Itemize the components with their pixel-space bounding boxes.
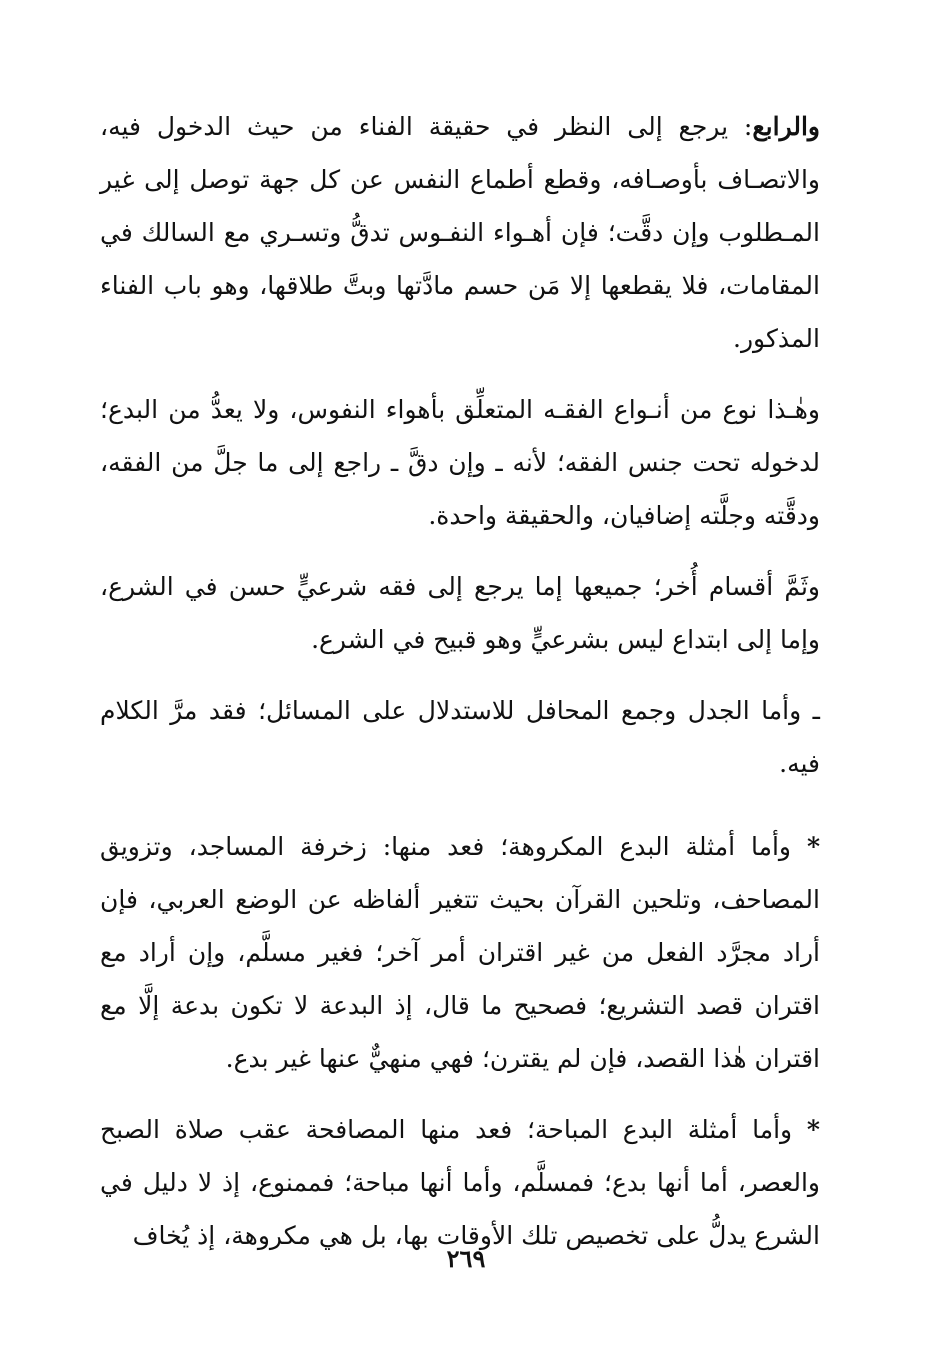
paragraph-text: وثَمَّ أقسام أُخر؛ جميعها إما يرجع إلى فقه شرعيٍّ حسن في الشرع، وإما إلى ابتداع ليس بشرعيٍّ وهو قبيح في الشرع. bbox=[100, 572, 820, 654]
paragraph-text: ـ وأما الجدل وجمع المحافل للاستدلال على المسائل؛ فقد مرَّ الكلام فيه. bbox=[100, 696, 820, 778]
paragraph-debate bbox=[100, 684, 820, 790]
paragraph-text: وأما أمثلة البدع المباحة؛ فعد منها المصافحة عقب صلاة الصبح والعصر، أما أنها بدع؛ فمسلَّم، وأما أنها مباحة؛ فممنوع، إذ لا دليل في الشرع يدلُّ على تخصيص تلك الأوقات بها، بل هي مكروهة، إذ يُخاف bbox=[100, 1115, 820, 1250]
paragraph-fiqh-type bbox=[100, 383, 820, 542]
paragraph-permissible-innovations bbox=[100, 1103, 820, 1262]
asterisk-marker: * bbox=[806, 832, 821, 861]
paragraph-lead-word: والرابع bbox=[752, 112, 820, 141]
asterisk-marker: * bbox=[806, 1115, 820, 1144]
paragraph-other-sections bbox=[100, 560, 820, 666]
paragraph-text: وهٰـذا نوع من أنـواع الفقـه المتعلِّق بأهواء النفوس، ولا يعدُّ من البدع؛ لدخوله تحت جنس الفقه؛ لأنه ـ وإن دقَّ ـ راجع إلى ما جلَّ من الفقه، ودقَّته وجلَّته إضافيان، والحقيقة واحدة. bbox=[100, 395, 820, 530]
paragraph-disliked-innovations bbox=[100, 820, 820, 1085]
paragraph-text: : يرجع إلى النظر في حقيقة الفناء من حيث الدخول فيه، والاتصـاف بأوصـافه، وقطع أطماع النفس عن كل جهة توصل إلى غير المـطلوب وإن دقَّت؛ فإن أهـواء النفـوس تدقُّ وتسـري مع السالك في المقامات، فلا يقطعها إلا مَن حسم مادَّتها وبتَّ طلاقها، وهو باب الفناء المذكور. bbox=[100, 112, 820, 353]
page-number: ٢٦٩ bbox=[446, 1244, 486, 1273]
paragraph-text: وأما أمثلة البدع المكروهة؛ فعد منها: زخرفة المساجد، وتزويق المصاحف، وتلحين القرآن بحيث تتغير ألفاظه عن الوضع العربي، فإن أراد مجرَّد الفعل من غير اقتران أمر آخر؛ فغير مسلَّم، وإن أراد مع اقتران قصد التشريع؛ فصحيح ما قال، إذ البدعة لا تكون بدعة إلَّا مع اقتران هٰذا القصد، فإن لم يقترن؛ فهي منهيٌّ عنها غير بدع. bbox=[100, 832, 820, 1073]
paragraph-fourth bbox=[100, 100, 820, 365]
body-text bbox=[100, 100, 820, 1262]
